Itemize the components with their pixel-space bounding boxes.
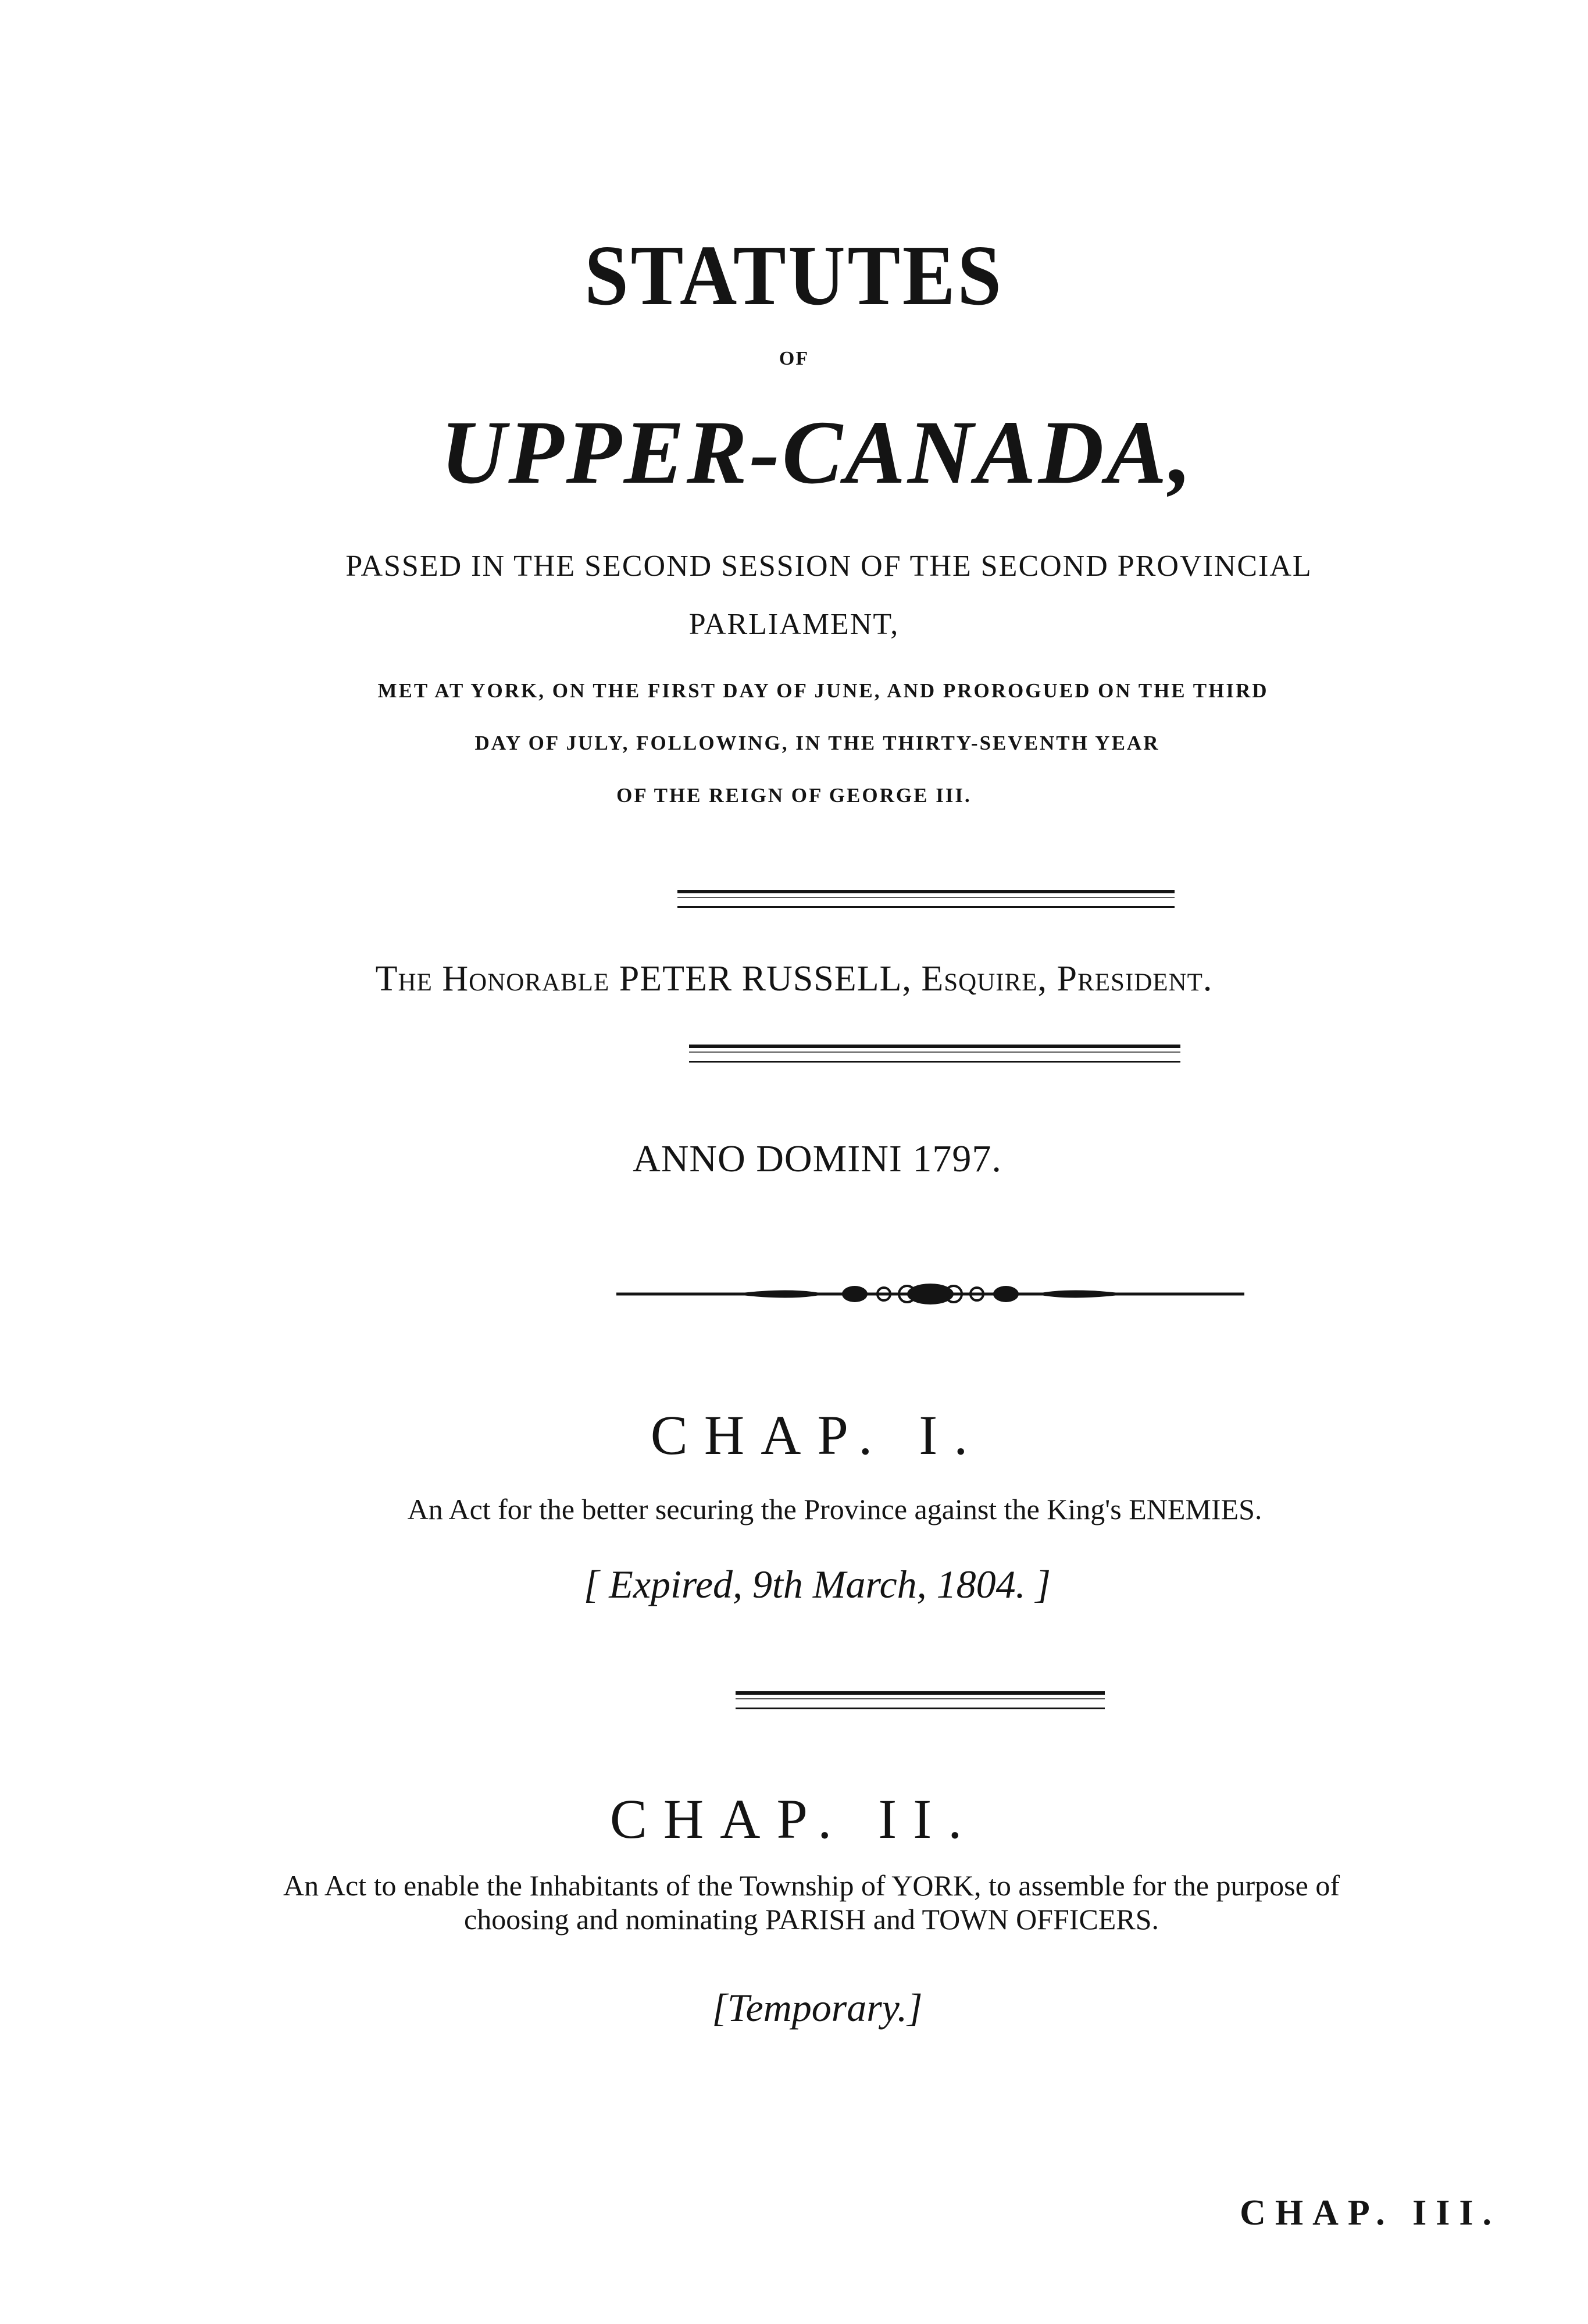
anno-domini: ANNO DOMINI 1797. [633,1138,1002,1180]
title-statutes: STATUTES [584,228,1004,323]
meeting-line-1: MET AT YORK, ON THE FIRST DAY OF JUNE, AND PROROGUED ON THE THIRD [377,679,1269,702]
ornamental-rule-icon [616,1279,1244,1309]
chapter-2-heading: CHAP. II. [609,1788,979,1850]
chapter-2-status: [Temporary.] [712,1986,923,2030]
title-of: OF [779,348,809,369]
chapter-1-status: [ Expired, 9th March, 1804. ] [583,1562,1051,1606]
meeting-line-3: OF THE REIGN OF GEORGE III. [616,784,972,807]
title-upper-canada: UPPER-CANADA, [440,402,1194,502]
double-rule-divider [689,1045,1180,1063]
session-line: PASSED IN THE SECOND SESSION OF THE SECOND PROVINCIAL [345,550,1312,583]
president-line: The Honorable PETER RUSSELL, Esquire, President. [375,959,1213,999]
catchword: CHAP. III. [1240,2193,1501,2233]
meeting-line-2: DAY OF JULY, FOLLOWING, IN THE THIRTY-SEVENTH YEAR [474,732,1160,754]
chapter-2-title-line-2: choosing and nominating PARISH and TOWN OFFICERS. [464,1903,1159,1936]
chapter-2-title-line-1: An Act to enable the Inhabitants of the Township of YORK, to assemble for the purpose of [283,1869,1340,1902]
chapter-1-title: An Act for the better securing the Province against the King's ENEMIES. [407,1493,1262,1525]
parliament-line: PARLIAMENT, [688,608,900,641]
double-rule-divider [736,1691,1105,1709]
chapter-1-heading: CHAP. I. [650,1404,984,1466]
double-rule-divider [677,890,1175,908]
